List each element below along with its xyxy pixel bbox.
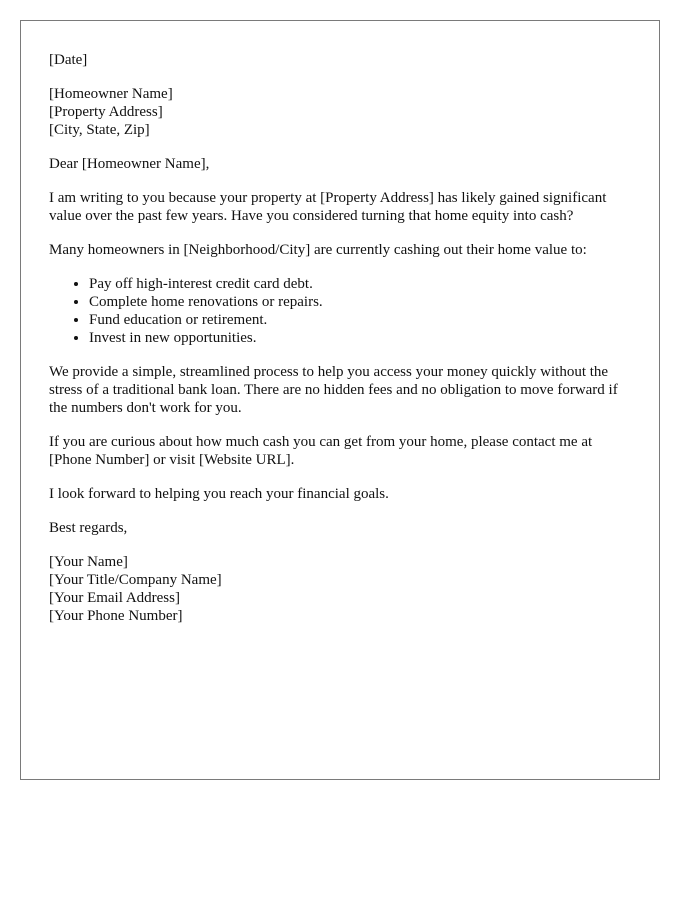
closing-line: I look forward to helping you reach your financial goals.: [49, 486, 389, 502]
lead-in-paragraph: Many homeowners in [Neighborhood/City] are currently cashing out their home value to:: [49, 242, 587, 258]
signature-block: [49, 553, 631, 625]
signoff: Best regards,: [49, 520, 128, 536]
benefits-list: [49, 275, 631, 347]
recipient-block: [49, 85, 631, 139]
list-item: • Invest in new opportunities.: [89, 329, 631, 347]
list-item: • Fund education or retirement.: [89, 311, 631, 329]
process-paragraph: We provide a simple, streamlined process to help you access your money quickly without the stress of a traditional bank loan. There are no hidden fees and no obligation to move forward if the numbers don't work for you.: [49, 364, 618, 416]
recipient-city-state-zip: [City, State, Zip]: [49, 122, 150, 138]
list-item: • Pay off high-interest credit card debt.: [89, 275, 631, 293]
signature-title-company: [Your Title/Company Name]: [49, 572, 222, 588]
recipient-address: [Property Address]: [49, 104, 163, 120]
signature-name: [Your Name]: [49, 554, 128, 570]
signature-email: [Your Email Address]: [49, 590, 180, 606]
letter-body: [49, 51, 631, 625]
contact-paragraph: If you are curious about how much cash you can get from your home, please contact me at [Phone Number] or visit [Website URL].: [49, 434, 593, 468]
recipient-name: [Homeowner Name]: [49, 86, 173, 102]
list-item: • Complete home renovations or repairs.: [89, 293, 631, 311]
letter-page: [20, 20, 660, 780]
intro-paragraph: I am writing to you because your property at [Property Address] has likely gained significant value over the past few years. Have you considered turning that home equity into cash?: [49, 190, 607, 224]
letter-date: [Date]: [49, 52, 88, 68]
signature-phone: [Your Phone Number]: [49, 608, 183, 624]
salutation: Dear [Homeowner Name],: [49, 156, 210, 172]
